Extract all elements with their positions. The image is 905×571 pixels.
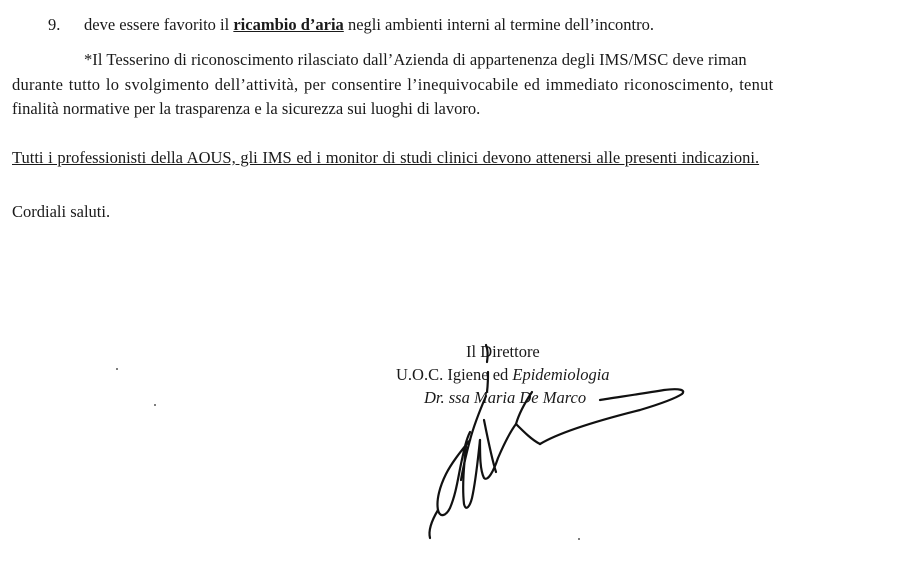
list-item-9 [84,17,654,34]
list-item-text-before: deve essere favorito il [84,15,234,34]
signature-name: Dr. ssa Maria De Marco [424,388,587,407]
closing-text: Cordiali saluti. [12,202,111,221]
paragraph-line-2: durante tutto lo svolgimento dell’attività, per consentire l’inequivocabile ed immediato riconoscimento, tenut [12,75,774,94]
list-item-number: 9. [48,15,61,34]
paragraph-line-1: *Il Tesserino di riconoscimento rilasciato dall’Azienda di appartenenza degli IMS/MSC deve riman [84,50,747,69]
signature-department-italic: Epidemiologia [512,365,610,384]
scan-speck [116,368,118,370]
scan-speck [154,404,156,406]
notice-text: Tutti i professionisti della AOUS, gli IMS ed i monitor di studi clinici devono attenersi alle presenti indicazioni. [12,148,760,167]
paragraph-line-3: finalità normative per la trasparenza e la sicurezza sui luoghi di lavoro. [12,99,481,118]
signature-department-prefix: U.O.C. Igiene ed [396,365,513,384]
scan-speck [578,538,580,540]
signature-title: Il Direttore [466,342,540,361]
list-item-emphasis: ricambio d’aria [233,15,344,34]
list-item-text-after: negli ambienti interni al termine dell’incontro. [343,15,655,34]
signature-department [396,367,610,384]
